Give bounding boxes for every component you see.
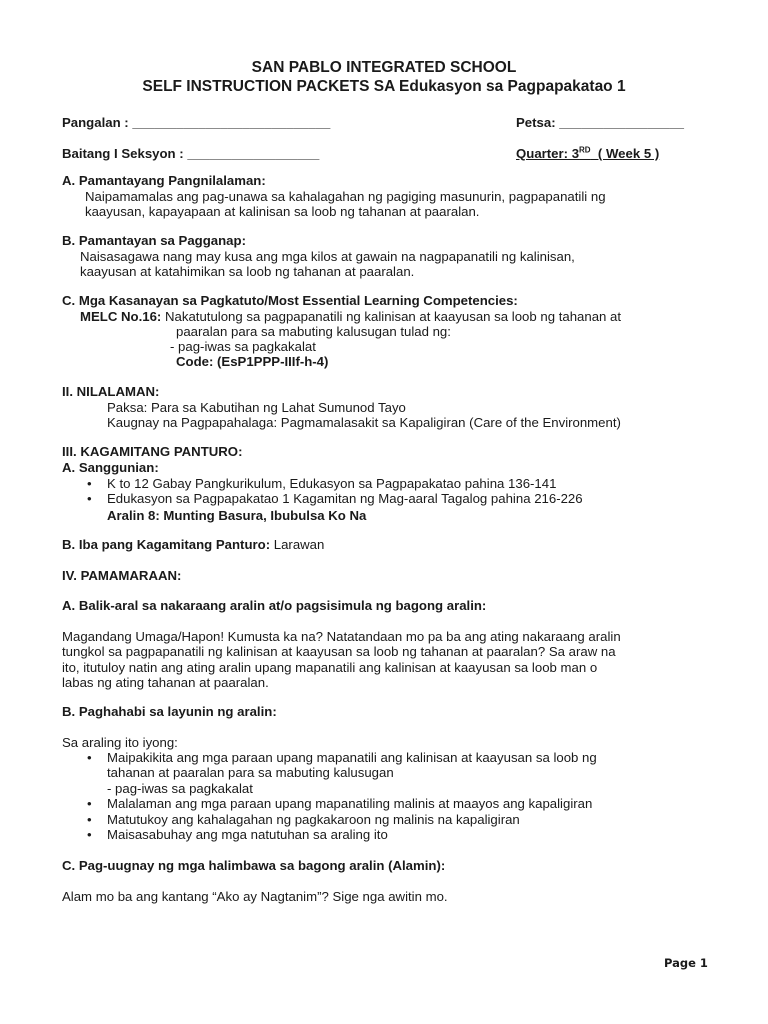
list-item-text: Maisasabuhay ang mga natutuhan sa araling ito: [107, 826, 388, 842]
list-item: [87, 476, 583, 491]
title-prefix: SELF INSTRUCTION PACKETS SA: [142, 78, 400, 95]
list-item-text: K to 12 Gabay Pangkurikulum, Edukasyon sa Pagpapakatao pahina 136-141: [107, 476, 557, 491]
quarter-week: ( Week 5 ): [590, 146, 660, 161]
pag-uugnay-text: Alam mo ba ang kantang “Ako ay Nagtanim”? Sige nga awitin mo.: [62, 889, 448, 904]
list-item: [87, 826, 597, 842]
paragraph-line: tungkol sa pagpapanatili ng kalinisan at kaayusan sa loob ng tahanan at paaralan? Sa araw na: [62, 644, 616, 660]
paghahabi-intro: Sa araling ito iyong:: [62, 735, 178, 750]
pamamaraan-heading: IV. PAMAMARAAN:: [62, 568, 182, 583]
layunin-list: [87, 750, 597, 842]
list-item-text: Matutukoy ang kahalagahan ng pagkakaroon ng malinis na kapaligiran: [107, 811, 520, 827]
quarter-label: Quarter: 3: [516, 146, 580, 161]
title-subject: Edukasyon sa Pagpapakatao 1: [399, 78, 626, 95]
melc-line-2: paaralan para sa mabuting kalusugan tulad ng:: [176, 324, 451, 339]
nilalaman-kaugnay: Kaugnay na Pagpapahalaga: Pagmamalasakit sa Kapaligiran (Care of the Environment): [107, 415, 621, 430]
section-b-text: [80, 249, 575, 280]
bullet-icon: •: [87, 476, 92, 491]
melc-line-3: - pag-iwas sa pagkakalat: [170, 339, 316, 354]
section-a-heading: A. Pamantayang Pangnilalaman:: [62, 173, 266, 188]
quarter-field: [516, 146, 659, 161]
list-item: [87, 750, 597, 765]
melc-line-1: [80, 309, 621, 324]
pangalan-field: Pangalan : ___________________________: [62, 115, 331, 130]
section-a-text: [85, 189, 606, 220]
bullet-icon: •: [87, 796, 92, 812]
paragraph-line: labas ng ating tahanan at paaralan.: [62, 675, 269, 691]
bullet-icon: •: [87, 811, 92, 827]
kagamitan-heading: III. KAGAMITANG PANTURO:: [62, 444, 243, 459]
balik-aral-text: [62, 629, 621, 691]
aralin-title: Aralin 8: Munting Basura, Ibubulsa Ko Na: [107, 508, 367, 523]
school-name: SAN PABLO INTEGRATED SCHOOL: [251, 59, 517, 76]
pag-uugnay-heading: C. Pag-uugnay ng mga halimbawa sa bagong aralin (Alamin):: [62, 858, 446, 873]
paragraph-line: Magandang Umaga/Hapon! Kumusta ka na? Natatandaan mo pa ba ang ating nakaraang aralin: [62, 629, 621, 644]
list-item: [87, 811, 597, 827]
melc-text: Nakatutulong sa pagpapanatili ng kalinisan at kaayusan sa loob ng tahanan at: [161, 309, 622, 324]
nilalaman-heading: II. NILALAMAN:: [62, 384, 160, 399]
list-item-continuation: [107, 781, 597, 796]
list-item-text: tahanan at paaralan para sa mabuting kalusugan: [107, 765, 394, 781]
nilalaman-paksa: Paksa: Para sa Kabutihan ng Lahat Sumunod Tayo: [107, 400, 406, 415]
bullet-icon: •: [87, 491, 92, 507]
list-item-text: - pag-iwas sa pagkakalat: [107, 780, 253, 796]
petsa-field: Petsa: _________________: [516, 115, 684, 130]
iba-pang-kagamitan: [62, 537, 324, 552]
page-number: Page 1: [664, 956, 708, 970]
section-c-heading: C. Mga Kasanayan sa Pagkatuto/Most Essential Learning Competencies:: [62, 293, 518, 308]
iba-label: B. Iba pang Kagamitang Panturo:: [62, 537, 271, 552]
quarter-superscript: RD: [579, 145, 591, 155]
list-item-text: Malalaman ang mga paraan upang mapanatiling malinis at maayos ang kapaligiran: [107, 796, 593, 812]
sanggunian-list: [87, 476, 583, 507]
list-item-continuation: [107, 765, 597, 780]
list-item-text: Maipakikita ang mga paraan upang mapanatili ang kalinisan at kaayusan sa loob ng: [107, 750, 597, 765]
section-a-line: Naipamamalas ang pag-unawa sa kahalagahan ng pagiging masunurin, pagpapanatili ng: [85, 189, 606, 204]
list-item: [87, 491, 583, 507]
list-item-text: Edukasyon sa Pagpapakatao 1 Kagamitan ng Mag-aaral Tagalog pahina 216-226: [107, 491, 583, 507]
iba-value: Larawan: [270, 537, 325, 552]
sanggunian-heading: A. Sanggunian:: [62, 460, 159, 475]
section-b-heading: B. Pamantayan sa Pagganap:: [62, 233, 246, 248]
competency-code: Code: (EsP1PPP-IIIf-h-4): [176, 354, 329, 369]
section-a-line: kaayusan, kapayapaan at kalinisan sa loob ng tahanan at paaralan.: [85, 204, 480, 220]
melc-label: MELC No.16:: [80, 309, 162, 324]
document-title: [0, 78, 768, 96]
paragraph-line: ito, itutuloy natin ang ating aralin upang mapanatili ang kalinisan at kaayusan sa loob man o: [62, 659, 598, 675]
bullet-icon: •: [87, 826, 92, 842]
bullet-icon: •: [87, 750, 92, 765]
balik-aral-heading: A. Balik-aral sa nakaraang aralin at/o pagsisimula ng bagong aralin:: [62, 598, 487, 613]
section-b-line: Naisasagawa nang may kusa ang mga kilos at gawain na nagpapanatili ng kalinisan,: [80, 249, 575, 264]
baitang-field: Baitang I Seksyon : __________________: [62, 146, 320, 161]
section-b-line: kaayusan at katahimikan sa loob ng tahanan at paaralan.: [80, 264, 415, 280]
paghahabi-heading: B. Paghahabi sa layunin ng aralin:: [62, 704, 277, 719]
list-item: [87, 796, 597, 812]
